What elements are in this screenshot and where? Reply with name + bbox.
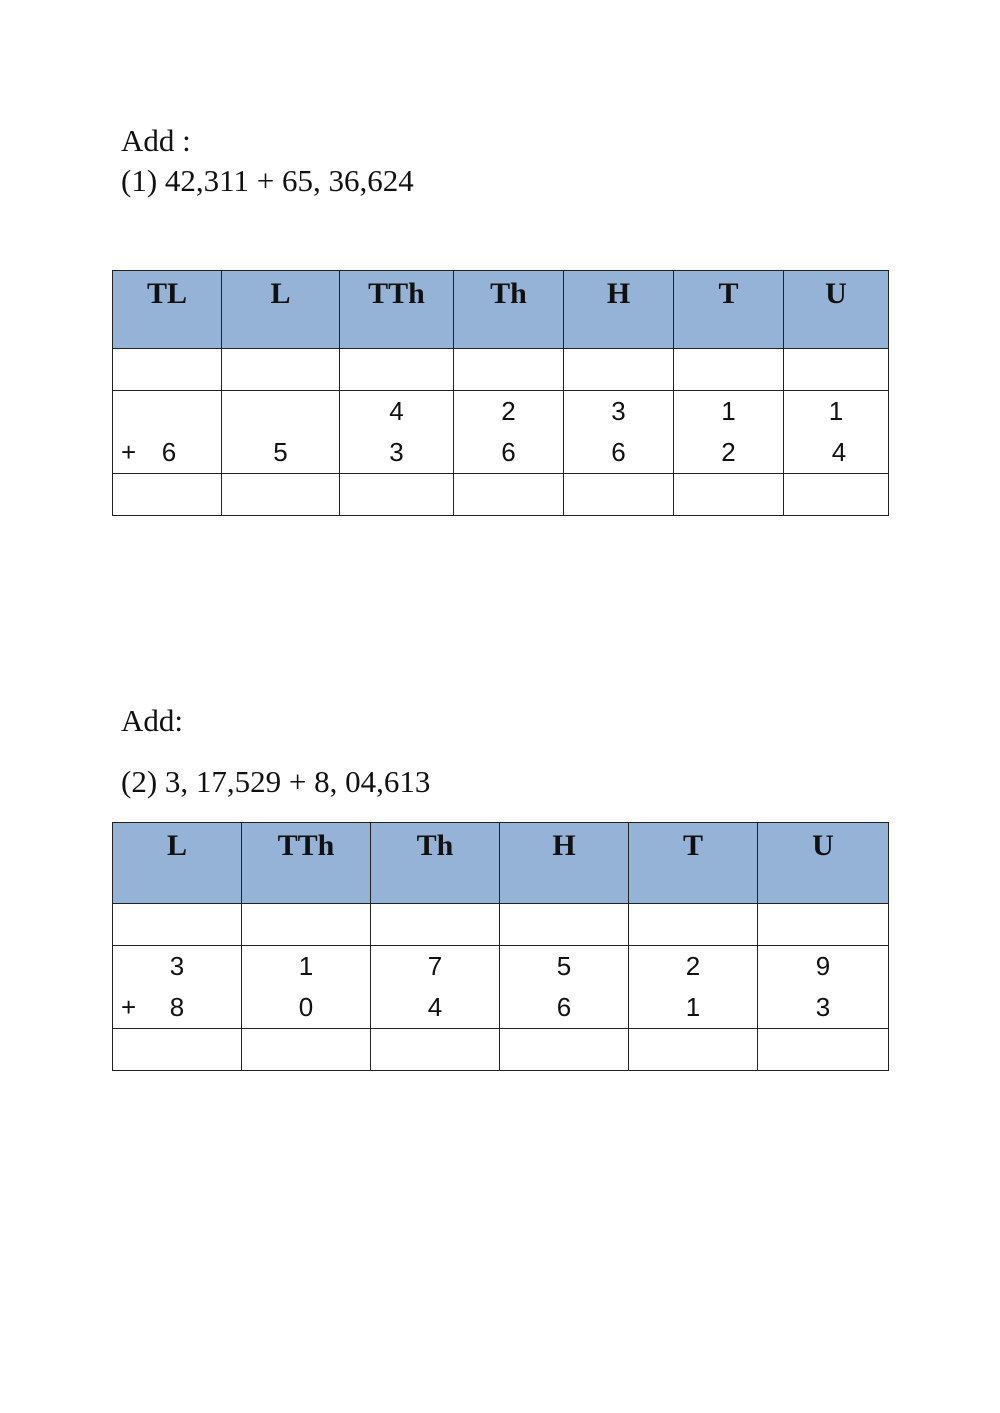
answer-cell[interactable] [242,1029,371,1071]
digit-cell [222,391,340,474]
bottom-digit: 0 [298,992,314,1022]
answer-cell[interactable] [629,1029,758,1071]
header-cell: L [113,823,242,904]
top-digit: 7 [427,951,443,981]
digit-cell [113,391,222,474]
answer-cell[interactable] [222,474,340,516]
bottom-digit: 3 [389,437,404,467]
header-cell: TTh [340,271,454,349]
digit-cell [371,946,500,1029]
question-2: (2) 3, 17,529 + 8, 04,613 [121,764,431,799]
answer-cell[interactable] [500,1029,629,1071]
top-digit: 9 [815,951,831,981]
carry-cell[interactable] [222,349,340,391]
digit-cell [784,391,889,474]
header-row [113,823,889,904]
place-value-table-1 [112,270,889,516]
place-value-table-2 [112,822,889,1071]
bottom-digit: 6 [611,437,626,467]
bottom-digit: 5 [273,437,288,467]
header-cell: L [222,271,340,349]
answer-row [113,1029,889,1071]
bottom-digit: 6 [501,437,516,467]
digit-cell [758,946,889,1029]
header-cell: TTh [242,823,371,904]
header-row [113,271,889,349]
header-cell: H [500,823,629,904]
bottom-digit: 2 [721,437,736,467]
header-cell: Th [454,271,564,349]
header-cell: U [758,823,889,904]
digit-cell [113,946,242,1029]
instruction-2: Add: [121,703,183,738]
answer-cell[interactable] [674,474,784,516]
plus-sign: + [121,992,137,1022]
bottom-digit: 6 [161,437,177,467]
top-digit [222,391,339,432]
plus-sign: + [121,437,137,467]
carry-cell[interactable] [371,904,500,946]
answer-cell[interactable] [340,474,454,516]
header-cell: T [674,271,784,349]
carry-cell[interactable] [784,349,889,391]
carry-cell[interactable] [340,349,454,391]
answer-cell[interactable] [371,1029,500,1071]
top-digit: 2 [501,396,516,426]
bottom-digit: 8 [169,992,185,1022]
carry-row [113,904,889,946]
header-cell: Th [371,823,500,904]
top-digit [113,391,221,432]
instruction-1: Add : [121,123,191,158]
digit-cell [674,391,784,474]
carry-row [113,349,889,391]
carry-cell[interactable] [454,349,564,391]
bottom-digit: 4 [427,992,443,1022]
addends-row [113,391,889,474]
digit-cell [340,391,454,474]
digit-cell [564,391,674,474]
question-1: (1) 42,311 + 65, 36,624 [121,163,414,198]
carry-cell[interactable] [629,904,758,946]
carry-cell[interactable] [113,904,242,946]
top-digit: 1 [721,396,736,426]
carry-cell[interactable] [758,904,889,946]
answer-row [113,474,889,516]
top-digit: 1 [298,951,314,981]
answer-cell[interactable] [454,474,564,516]
header-cell: TL [113,271,222,349]
digit-cell [500,946,629,1029]
header-cell: U [784,271,889,349]
top-digit: 4 [389,396,404,426]
header-cell: H [564,271,674,349]
top-digit: 3 [169,951,185,981]
top-digit: 3 [611,396,626,426]
answer-cell[interactable] [564,474,674,516]
bottom-digit: 3 [815,992,831,1022]
digit-cell [454,391,564,474]
header-cell: T [629,823,758,904]
answer-cell[interactable] [758,1029,889,1071]
bottom-digit: 4 [831,437,847,467]
bottom-digit: 6 [556,992,572,1022]
digit-cell [629,946,758,1029]
addends-row [113,946,889,1029]
carry-cell[interactable] [113,349,222,391]
answer-cell[interactable] [784,474,889,516]
answer-cell[interactable] [113,1029,242,1071]
top-digit: 5 [556,951,572,981]
carry-cell[interactable] [242,904,371,946]
answer-cell[interactable] [113,474,222,516]
digit-cell [242,946,371,1029]
carry-cell[interactable] [564,349,674,391]
carry-cell[interactable] [500,904,629,946]
carry-cell[interactable] [674,349,784,391]
top-digit: 2 [685,951,701,981]
bottom-digit: 1 [685,992,701,1022]
top-digit: 1 [828,396,844,426]
